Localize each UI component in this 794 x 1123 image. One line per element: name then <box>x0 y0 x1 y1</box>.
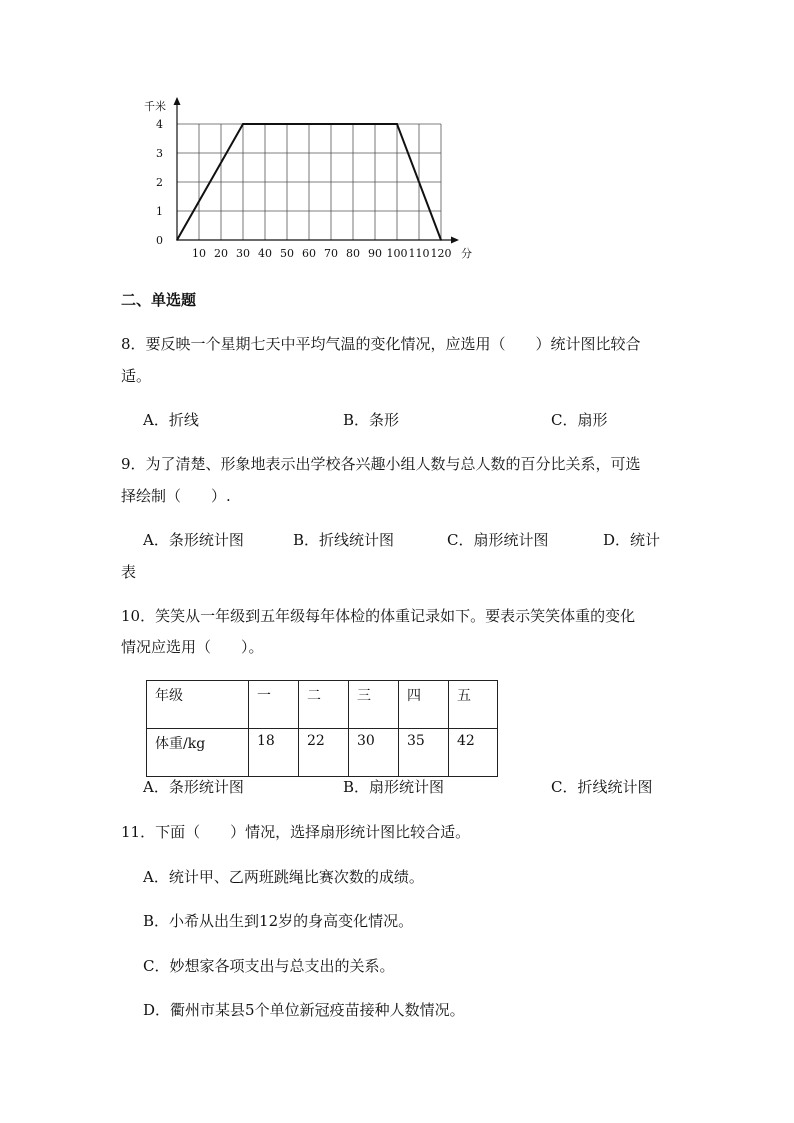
distance-time-chart <box>140 92 480 267</box>
chart-grid <box>177 124 441 240</box>
weight-table <box>146 680 498 777</box>
x-axis-label: 分 <box>461 247 472 260</box>
q9-option-a[interactable]: A．条形统计图 <box>143 531 244 549</box>
q10-option-c[interactable]: C．折线统计图 <box>551 778 653 796</box>
q10-option-a[interactable]: A．条形统计图 <box>143 778 244 796</box>
q9-option-d[interactable]: D．统计 <box>603 531 661 549</box>
question-8-line2: 适。 <box>121 367 152 385</box>
x-tick-label: 100 <box>386 247 408 260</box>
question-8-line1: 8．要反映一个星期七天中平均气温的变化情况，应选用（ ）统计图比较合 <box>121 335 641 353</box>
x-tick-label: 60 <box>302 247 316 260</box>
table-row <box>147 681 498 729</box>
table-cell: 一 <box>249 681 299 729</box>
x-tick-label: 10 <box>192 247 206 260</box>
table-row <box>147 729 498 777</box>
table-cell: 五 <box>449 681 498 729</box>
x-tick-label: 110 <box>408 247 430 260</box>
question-9-line1: 9．为了清楚、形象地表示出学校各兴趣小组人数与总人数的百分比关系，可选 <box>121 455 641 473</box>
y-tick-label: 4 <box>156 118 163 131</box>
y-tick-label: 2 <box>156 176 163 189</box>
table-cell: 42 <box>449 729 498 777</box>
table-cell: 35 <box>399 729 449 777</box>
q9-option-b[interactable]: B．折线统计图 <box>293 531 395 549</box>
section-title: 二、单选题 <box>121 291 197 309</box>
table-cell: 年级 <box>147 681 249 729</box>
q11-option-b[interactable]: B．小希从出生到12岁的身高变化情况。 <box>143 912 414 930</box>
data-point <box>396 123 398 125</box>
q8-option-a[interactable]: A．折线 <box>143 411 199 429</box>
x-tick-label: 80 <box>346 247 360 260</box>
x-tick-label: 90 <box>368 247 382 260</box>
table-cell: 22 <box>299 729 349 777</box>
chart-ticks <box>156 118 452 260</box>
question-10-line2: 情况应选用（ ）。 <box>121 638 264 656</box>
y-tick-label: 3 <box>156 147 163 160</box>
table-cell: 四 <box>399 681 449 729</box>
table-cell: 18 <box>249 729 299 777</box>
y-tick-label: 0 <box>156 234 163 247</box>
data-point <box>242 123 244 125</box>
data-point <box>176 239 178 241</box>
q8-option-c[interactable]: C．扇形 <box>551 411 608 429</box>
table-cell: 二 <box>299 681 349 729</box>
x-tick-label: 30 <box>236 247 250 260</box>
q9-option-c[interactable]: C．扇形统计图 <box>447 531 549 549</box>
x-tick-label: 40 <box>258 247 272 260</box>
table-cell: 三 <box>349 681 399 729</box>
y-axis-arrow <box>174 97 181 105</box>
y-tick-label: 1 <box>156 205 163 218</box>
table-cell: 体重/kg <box>147 729 249 777</box>
q9-option-d-wrap: 表 <box>121 563 137 581</box>
data-point <box>440 239 442 241</box>
q10-option-b[interactable]: B．扇形统计图 <box>343 778 445 796</box>
q11-option-c[interactable]: C．妙想家各项支出与总支出的关系。 <box>143 957 395 975</box>
chart-axes <box>144 97 472 260</box>
x-tick-label: 50 <box>280 247 294 260</box>
table-cell: 30 <box>349 729 399 777</box>
question-9-line2: 择绘制（ ）. <box>121 487 231 505</box>
q11-option-d[interactable]: D．衢州市某县5个单位新冠疫苗接种人数情况。 <box>143 1001 465 1019</box>
q11-option-a[interactable]: A．统计甲、乙两班跳绳比赛次数的成绩。 <box>143 868 424 886</box>
q8-option-b[interactable]: B．条形 <box>343 411 400 429</box>
x-tick-label: 70 <box>324 247 338 260</box>
x-tick-label: 120 <box>430 247 452 260</box>
question-11-line1: 11．下面（ ）情况，选择扇形统计图比较合适。 <box>121 823 471 841</box>
question-10-line1: 10．笑笑从一年级到五年级每年体检的体重记录如下。要表示笑笑体重的变化 <box>121 607 636 625</box>
x-tick-label: 20 <box>214 247 228 260</box>
x-axis-arrow <box>451 237 459 244</box>
y-axis-label: 千米 <box>144 100 166 113</box>
